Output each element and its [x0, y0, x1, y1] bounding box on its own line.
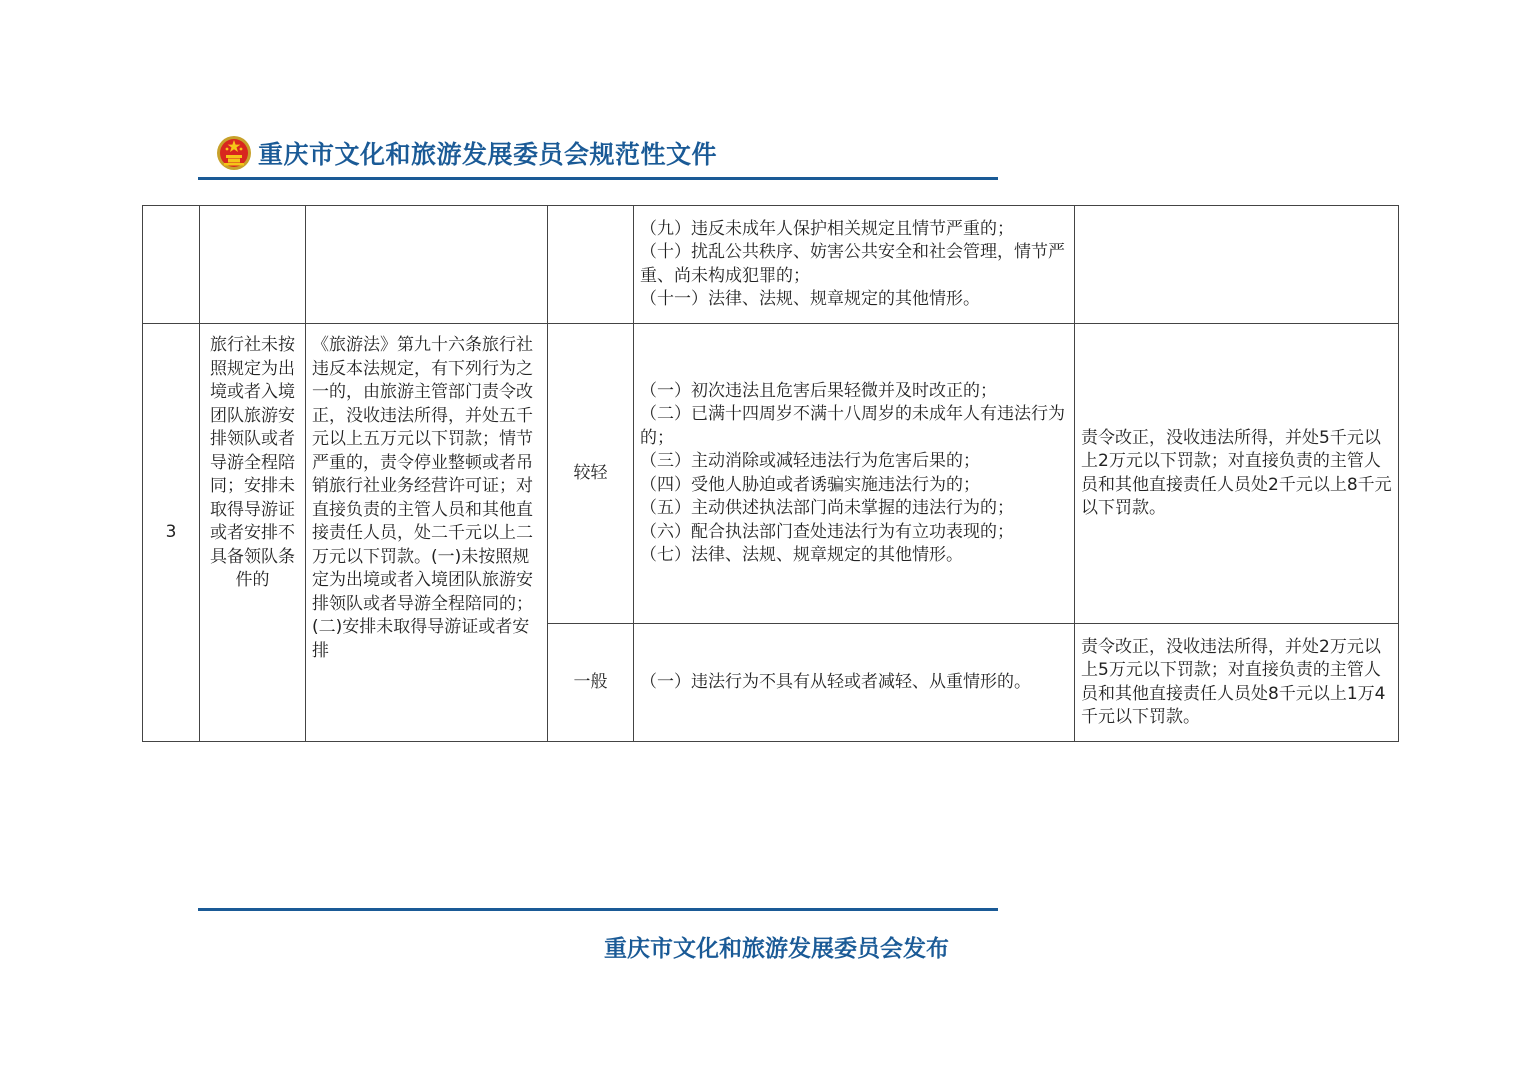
circumstance-item: （一）违法行为不具有从轻或者减轻、从重情形的。 — [640, 671, 1031, 692]
level-lighter: 较轻 — [548, 324, 634, 624]
circumstance-item: （一）初次违法且危害后果轻微并及时改正的； — [640, 380, 997, 401]
penalty-general: 责令改正，没收违法所得，并处2万元以上5万元以下罚款；对直接负责的主管人员和其他直接责任人员处8千元以上1万4千元以下罚款。 — [1075, 624, 1399, 742]
header-title: 重庆市文化和旅游发展委员会规范性文件 — [258, 140, 718, 169]
circumstances-lighter — [634, 324, 1075, 624]
row-number: 3 — [143, 324, 200, 742]
cell-penalty-empty — [1075, 206, 1399, 324]
header-rule — [198, 177, 998, 180]
level-general: 一般 — [548, 624, 634, 742]
cell-basis-empty — [306, 206, 548, 324]
document-header — [216, 132, 717, 174]
violation-description: 旅行社未按照规定为出境或者入境团队旅游安排领队或者导游全程陪同；安排未取得导游证或者安排不具备领队条件的 — [200, 324, 306, 742]
circumstance-item: （五）主动供述执法部门尚未掌握的违法行为的； — [640, 498, 1014, 518]
table-row-continued — [143, 206, 1399, 324]
table-row-3-lighter — [143, 324, 1399, 624]
cell-violation-empty — [200, 206, 306, 324]
circumstance-item: （七）法律、法规、规章规定的其他情形。 — [640, 545, 963, 565]
cell-level-empty — [548, 206, 634, 324]
footer-publisher: 重庆市文化和旅游发展委员会发布 — [604, 935, 949, 962]
circumstance-item: （十）扰乱公共秩序、妨害公共安全和社会管理，情节严重、尚未构成犯罪的； — [640, 242, 1065, 286]
penalty-lighter: 责令改正，没收违法所得，并处5千元以上2万元以下罚款；对直接负责的主管人员和其他直接责任人员处2千元以上8千元以下罚款。 — [1075, 324, 1399, 624]
cell-circumstances-continued — [634, 206, 1075, 324]
circumstance-item: （九）违反未成年人保护相关规定且情节严重的； — [640, 218, 1014, 239]
circumstance-item: （四）受他人胁迫或者诱骗实施违法行为的； — [640, 474, 980, 495]
circumstance-item: （六）配合执法部门查处违法行为有立功表现的； — [640, 521, 1014, 542]
circumstance-item: （二）已满十四周岁不满十八周岁的未成年人有违法行为的； — [640, 404, 1065, 448]
footer-rule — [198, 908, 998, 911]
national-emblem-icon — [216, 135, 252, 171]
circumstances-general — [634, 624, 1075, 742]
penalty-standards-table — [142, 205, 1399, 742]
cell-number-empty — [143, 206, 200, 324]
legal-basis: 《旅游法》第九十六条旅行社违反本法规定，有下列行为之一的，由旅游主管部门责令改正，没收违法所得，并处五千元以上五万元以下罚款；情节严重的，责令停业整顿或者吊销旅行社业务经营许可证；对直接负责的主管人员和其他直接责任人员，处二千元以上二万元以下罚款。(一)未按照规定为出境或者入境团队旅游安排领队或者导游全程陪同的；(二)安排未取得导游证或者安排 — [306, 324, 548, 742]
circumstance-item: （三）主动消除或减轻违法行为危害后果的； — [640, 451, 980, 471]
circumstance-item: （十一）法律、法规、规章规定的其他情形。 — [640, 289, 980, 309]
